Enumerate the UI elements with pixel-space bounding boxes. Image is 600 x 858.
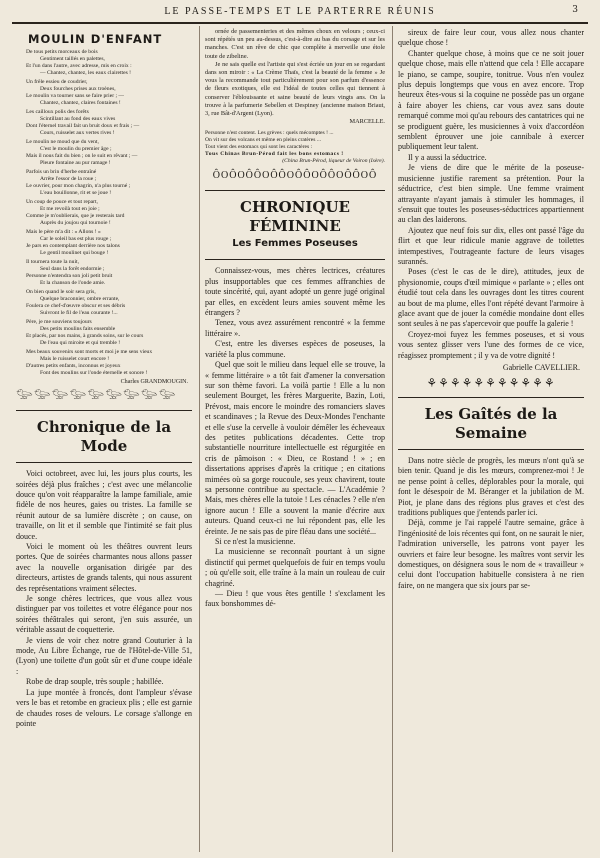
feminine-subtitle: Les Femmes Poseuses <box>232 238 358 250</box>
advert-credit: (China Brun-Pérod, liqueur de Voiron (Isère). <box>282 158 385 165</box>
paragraph: Poses (c'est le cas de le dire), attitudes, jeux de physionomie, coups d'œil mimique « parlante » ; elles ont étudié tout cela dans les ouvrages dont les titres courent au bout de ma plume, elles l'ont répété devant l'armoire à glace avant que de jouer la comédie mondaine dont elles sont seules à ne pas s'apercevoir que pouffe la galerie ! <box>398 267 584 329</box>
advert-line: Personne n'est content. Les grèves : quels mécomptes ! ... <box>205 130 334 137</box>
paragraph: Voici le moment où les théâtres ouvrent leurs portes. Que de soirées charmantes nous allons passer avec la nouvelle organisation dirigée par des directeurs, artistes de grands talents, qui nous assurent des représentations vraiment sélectes. <box>16 542 192 593</box>
poem-stanza <box>16 289 192 317</box>
poem-stanza <box>16 259 192 287</box>
paragraph: Il y a aussi la séductrice. <box>408 152 487 162</box>
column-1 <box>16 28 192 852</box>
poem-stanza <box>16 79 192 107</box>
poem-line: Mais le père m'a dit : « Allons ! » <box>26 229 101 236</box>
poem-line: Foulera ce chef-d'œuvre obscur et ses débris <box>26 302 126 309</box>
poem-line: D'autres petits enfants, inconnus et joyeux <box>26 362 121 369</box>
paragraph: Si ce n'est la musicienne. <box>215 537 296 546</box>
paragraph: Chanter quelque chose, à moins que ce ne soit jouer quelque chose, mais elle n'attend que cela ! Elle accapare le piano, se campe, soupire, tonitrue. Vous n'en voulez plus depuis longtemps que vous en avez encore. Trop heureux êtes-vous si la coquine ne possède pas un organe à faire aboyer les chiens, car vous avez sans doute remarqué comme moi qu'au rebours des cantatrices qui ne se prodiguent guère, les musiciennes à voix d'accordéon semblent éprouver une joie cannibale à exercer publiquement leur talent. <box>398 48 584 152</box>
feminine-article-continued <box>398 28 584 361</box>
poem-title: MOULIN D'ENFANT <box>28 32 163 46</box>
mode-title-box <box>16 410 192 463</box>
poem-line: Le moulin ne moud que du vent, <box>26 139 99 146</box>
poem-stanza <box>16 139 192 167</box>
advert-line: On vit sur des volcans et même en pleins cratères ... <box>205 137 322 144</box>
poem-stanza <box>16 49 192 77</box>
paragraph: La musicienne se reconnaît pourtant à un signe distinctif qui permet quelquefois de fuir en temps voulu ; où qu'elle soit, elle traîne à la main un rouleau de cuir chagriné. <box>205 547 385 588</box>
column-2 <box>205 28 385 852</box>
poem <box>16 49 192 377</box>
column-rule <box>199 26 200 852</box>
advert-line: Tous Chinas Brun-Pérod fait les bons estomacs ! <box>205 151 344 158</box>
mode-article-continued <box>205 28 385 126</box>
poem-line: Car le soleil bas est plus rouge ; <box>40 236 112 242</box>
advert-verse <box>205 130 385 158</box>
column-rule <box>392 26 393 852</box>
column-3 <box>398 28 584 852</box>
poem-line: De l'eau qui miroite et qui tremble ! <box>40 339 121 346</box>
poem-line: Arrête l'essor de la roue ; <box>40 175 97 182</box>
poem-line: Les cailloux polis des forêts <box>26 109 89 116</box>
poem-line: Quelque braconnier, ombre errante, <box>40 296 120 303</box>
poem-stanza <box>16 169 192 197</box>
poem-line: Suivront le fil de l'eau courante !... <box>40 309 118 316</box>
advert-line: Tout vient des estomacs qui sont les caractères : <box>205 144 313 151</box>
poem-stanza <box>16 109 192 137</box>
poem-line: Un coup de pouce et tout repart, <box>26 199 98 206</box>
paragraph: Déjà, comme je l'ai rappelé l'autre semaine, grâce à l'ingéniosité de lois récentes qui font, on ne saurait le nier, l'admiration universelle, les patrons vont payer les ouvriers et faire leur besogne. les maîtres vont servir les domestiques, on désignera sous le nom de « travailleur » celui dont l'occupation habituelle consistera à ne rien faire, on ne mangera que six jours par se- <box>398 518 584 590</box>
header-rule <box>12 22 588 24</box>
poem-line: Père, je me souviens toujours <box>26 319 92 326</box>
gaites-title: Les Gaîtés de la Semaine <box>424 405 558 442</box>
paragraph: C'est, entre les diverses espèces de poseuses, la variété la plus commune. <box>205 339 385 359</box>
paragraph: Voici octobreet, avec lui, les jours plus courts, les soirées déjà plus fraîches ; c'est avec une mélancolie douce qu'on voit réapparaître la lampe familiale, amie fidèle de nos heures, gaies ou tristes. La famille se réunit autour de sa lumière discrète ; on cause, on travaille, on lit et il semble que l'intimité se fait plus douce. <box>16 469 192 541</box>
poem-line: Scintillant au fond des eaux vives <box>40 115 116 122</box>
gaites-title-box <box>398 397 584 450</box>
poem-line: Le gentil moulinet qui bouge ! <box>40 249 109 256</box>
paragraph: Tenez, vous avez assurément rencontré « la femme littéraire ». <box>205 318 385 338</box>
poem-line: Et l'un dans l'autre, avec adresse, mis en croix : <box>26 62 132 69</box>
poem-line: De tous petits morceaux de bois <box>26 49 98 55</box>
flower-ornament-icon: ⚘⚘⚘⚘⚘⚘⚘⚘⚘⚘⚘ <box>426 376 556 390</box>
paragraph: Je viens de voir chez notre grand Couturier à la mode, Au Libre Échange, rue de l'Hôtel-de-Ville 51, (Lyon) une toilette d'un goût sûr et d'une coupe idéale : <box>16 635 192 676</box>
poem-line: Et la chanson de l'onde amie. <box>40 279 106 286</box>
poem-line: C'est le moulin du premier âge ; <box>40 145 112 152</box>
feminine-article <box>205 266 385 609</box>
poem-line: Parfois un brin d'herbe entraîné <box>26 169 97 176</box>
paragraph: sireux de faire leur cour, vous allez nous chanter quelque chose ! <box>398 28 584 48</box>
poem-line: Et placés, par nos mains, à grands soins, sur le cours <box>26 332 144 339</box>
poem-line: Mais le ruisselet court encore ! <box>40 356 110 363</box>
poem-line: Gentiment taillés en palettes, <box>40 55 105 62</box>
poem-line: Le ouvrier, pour mon chagrin, n'a plus tourné ; <box>26 182 131 189</box>
paragraph: Je ne sais quelle est l'artiste qui s'est écriée un jour en se regardant dans son miroir : « La Crème Thaïs, c'est la beauté de la femme » Je vous la recommande tout particulièrement pour son parfum d'essence de fleurs exotiques, elle est l'idéal de toutes celles qui tiennent à conserver l'éblouissante et saine beauté de leurs vingts ans. On la trouve à la parfumerie Sebellen et Despiney (ancienne maison Briaut, 3, rue Bât-d'Argent (Lyon). <box>205 60 385 118</box>
gaites-article <box>398 456 584 591</box>
bell-ornament-icon: ÔOÔOÔÔOÔÔOÔÔOÔÔOÔÔOÔ <box>212 170 378 182</box>
poem-line: Seul dans la forêt endormie ; <box>40 266 105 273</box>
poem-stanza <box>16 229 192 257</box>
poem-line: Font des moulins sur l'onde éternelle et sonore ! <box>40 369 148 376</box>
poem-stanza <box>16 319 192 347</box>
paragraph: Croyez-moi fuyez les femmes poseuses, et si vous vous sentez glisser vers l'une des formes de ce vice, réagissez promptement ; il y va de votre dignité ! <box>398 329 584 360</box>
feminine-signature: Gabrielle CAVELLIER. <box>502 363 580 372</box>
page-number: 3 <box>572 5 578 15</box>
poem-line: Je pars en contemplant derrière nos talons <box>26 242 120 249</box>
paragraph: La jupe montée à froncés, dont l'ampleur s'évase vers le bas et retombe en gracieux plis ; elle est garnie de chaudes roses de velours. Le corsage s'allonge en pointe <box>16 687 192 728</box>
paragraph: Dans notre siècle de progrès, les mœurs n'ont qu'à se bien tenir. Quand je dis les mœurs, comprenez-moi ! Je ne pense point à celles, déplorables pour la morale, qui font le désespoir de M. Béranger et la jubilation de M. Piot, je plane dans des régions plus graves et c'est des traditions publiques que j'entends parler ici. <box>398 456 584 518</box>
poem-line: Des petits moulins faits ensemble <box>40 326 116 333</box>
paragraph: ornée de passementeries et des mêmes choux en velours ; ceux-ci sont répétés un peu au-dessus, c'est-à-dire au bas du corsage et sur les manches. C'est un rêve de chic que complète à merveille une étole toute de zibeline. <box>205 28 385 60</box>
poem-line: Il tournera toute la nuit, <box>26 259 79 266</box>
mode-article <box>16 469 192 729</box>
poem-stanza <box>16 349 192 377</box>
paragraph: Robe de drap souple, très souple ; habillée. <box>26 677 164 687</box>
poem-line: Dont l'éternel travail fait un bruit doux et frais ; — <box>26 122 140 129</box>
swan-ornament-icon: 𓅰𓅰𓅰𓅰𓅰𓅰𓅰𓅰𓅰 <box>16 388 177 404</box>
mode-title: Chronique de la Mode <box>36 418 172 456</box>
paragraph: Quel que soit le milieu dans lequel elle se trouve, la « femme littéraire » a tôt fait d'amener la conversation sur son thème favori. La voilà partie ! Elle a lu non seulement Bourget, les frères Marguerite, Bazin, Loti, Prévost, mais encore le moindre des romanciers slaves et scandinaves ; la Revue des Deux-Mondes l'enchante et elle s'use la cervelle à vouloir démêler les écheveaux des petites publications décadentes. Cette trop substantielle nourriture intellectuelle est régurgitée en cris de pâmoison : « Dieu, ce Rostand ! » ; en dissertations apprises d'après la critique ; en citations mimées où sa gorge roucoule, ses yeux chavirent, toute sa personne contribue au spectacle. — L'Académie ? Mais, mes chères elle la tutoie ! Les cénacles ? elle n'en ignore aucun ! Elle a souvent la manie d'écrire aux auteurs. Quand ceux-ci ne lui répondent pas, elle les éreinte. Je ne sais pas de pire fléau dans une société... <box>205 360 385 536</box>
poem-line: Mais il nous fait du bien ; on le suit en rêvant ; — <box>26 152 138 159</box>
poem-line: — Chantez, chantez, les eaux clairettes ! <box>40 69 132 76</box>
paragraph: Je viens de dire que le mérite de la poseuse-musicienne justifie rarement sa prétention. Pour la séductrice, c'est bien simple. Une femme vraiment attrayante n'ayant jamais à stimuler les hommages, il s'ensuit que toutes les poseuses-séductrices appartiennent au clan des laiderons. <box>398 163 584 225</box>
running-head: LE PASSE-TEMPS ET LE PARTERRE RÉUNIS <box>164 6 436 17</box>
poem-line: Cours, ruisselet aux vertes rives ! <box>40 129 115 136</box>
poem-signature: Charles GRANDMOUGIN. <box>120 379 188 386</box>
paragraph: Connaissez-vous, mes chères lectrices, créatures plus insupportables que ces femmes affranchies de toute sincérité, qui, ayant adopté un genre jugé original par elles, en excèdent leurs amies souvent même les étrangers ? <box>205 266 385 318</box>
poem-line: Le moulin va tourner sans se faire prier ; — <box>26 92 125 99</box>
poem-line: Personne n'entendra son joli petit bruit <box>26 272 113 279</box>
feminine-title: CHRONIQUE FÉMININE <box>240 198 350 236</box>
poem-stanza <box>16 199 192 227</box>
poem-line: Chantez, chantez, claires fontaines ! <box>40 99 121 106</box>
paragraph: — Dieu ! que vous êtes gentille ! s'exclament les faux bonshommes dé- <box>205 589 385 609</box>
poem-line: On bien quand le soir sera gris, <box>26 289 96 296</box>
paragraph: Ajoutez que neuf fois sur dix, elles ont passé l'âge du flirt et que leur ridicule manie aggrave de toilettes intempestives, l'outrageante facture de leurs visages surannés. <box>398 225 584 266</box>
paragraph: MARCELLE. <box>349 118 385 126</box>
feminine-title-box <box>205 190 385 260</box>
poem-line: Mes beaux souvenirs sont morts et moi je me sens vieux <box>26 349 153 356</box>
poem-line: Auprès du joujou qui tournoie ! <box>40 219 111 226</box>
paragraph: Je songe chères lectrices, que vous allez vous distinguer par vos toilettes et votre élégance pour nos soirées théâtrales qui seront, j'en suis assurée, un véritable assaut de coquetterie. <box>16 594 192 635</box>
poem-line: Pleure fontaine au pur ramage ! <box>40 159 111 166</box>
poem-line: Et me revoilà tout en joie ; <box>40 205 100 212</box>
poem-line: Comme je m'oublierais, que je resterais tard <box>26 212 125 219</box>
poem-line: Un frêle essieu de coudrier, <box>26 79 88 86</box>
poem-line: L'eau bouillonne, rit et se joue ! <box>40 189 112 196</box>
poem-line: Deux fourches prises aux troènes, <box>40 85 116 92</box>
